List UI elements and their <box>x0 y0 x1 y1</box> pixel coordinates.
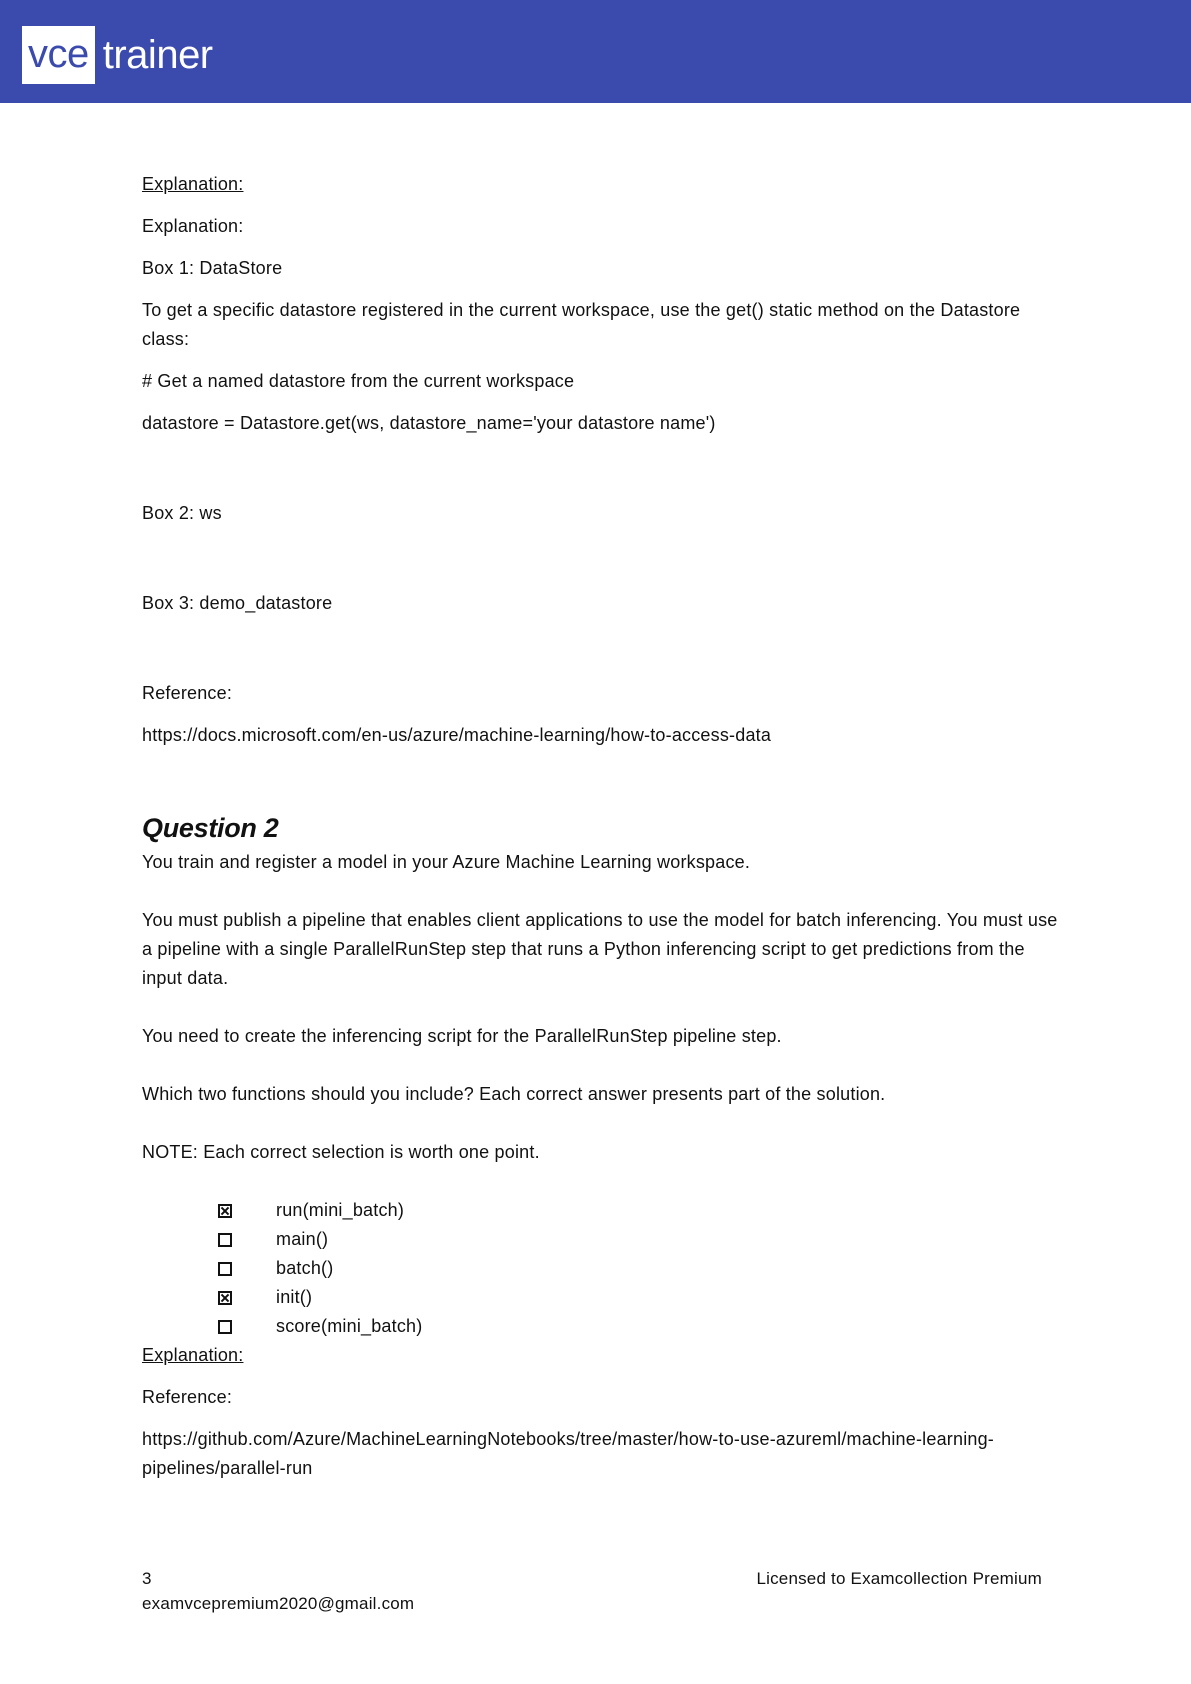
vce-trainer-logo <box>22 26 213 84</box>
answer-option-label: run(mini_batch) <box>276 1200 405 1220</box>
answer-option-label: batch() <box>276 1258 334 1278</box>
checkbox-unchecked-icon[interactable] <box>218 1262 232 1276</box>
code-comment: # Get a named datastore from the current workspace <box>142 371 575 391</box>
checkbox-checked-icon[interactable] <box>218 1204 232 1218</box>
question-note: NOTE: Each correct selection is worth one point. <box>142 1142 540 1162</box>
explanation-heading: Explanation: <box>142 174 244 194</box>
document-body <box>142 170 1062 1483</box>
answer-option[interactable] <box>142 1283 1062 1312</box>
answer-options <box>142 1196 1062 1341</box>
question-paragraph-4: Which two functions should you include? Each correct answer presents part of the solution. <box>142 1084 886 1104</box>
box3-answer: Box 3: demo_datastore <box>142 593 333 613</box>
answer-option-label: init() <box>276 1287 313 1307</box>
page-number: 3 <box>142 1569 152 1588</box>
page-footer <box>142 1566 1042 1616</box>
explanation-label: Explanation: <box>142 216 244 236</box>
answer-option[interactable] <box>142 1225 1062 1254</box>
reference-label: Reference: <box>142 1387 233 1407</box>
answer-option-label: main() <box>276 1229 329 1249</box>
question-title: Question 2 <box>142 813 279 843</box>
license-text: Licensed to Examcollection Premium <box>756 1569 1042 1588</box>
checkbox-unchecked-icon[interactable] <box>218 1320 232 1334</box>
footer-email: examvcepremium2020@gmail.com <box>142 1594 415 1613</box>
reference-label: Reference: <box>142 683 233 703</box>
reference-link[interactable]: https://docs.microsoft.com/en-us/azure/machine-learning/how-to-access-data <box>142 725 772 745</box>
answer-option[interactable] <box>142 1312 1062 1341</box>
datastore-description: To get a specific datastore registered in the current workspace, use the get() static method on the Datastore class: <box>142 300 1021 349</box>
question-paragraph-1: You train and register a model in your Azure Machine Learning workspace. <box>142 852 751 872</box>
answer-option-label: score(mini_batch) <box>276 1316 423 1336</box>
checkbox-checked-icon[interactable] <box>218 1291 232 1305</box>
question-paragraph-2: You must publish a pipeline that enables client applications to use the model for batch inferencing. You must use a pipeline with a single ParallelRunStep step that runs a Python inferencing script to get predictions from the input data. <box>142 910 1058 988</box>
reference-link[interactable]: https://github.com/Azure/MachineLearningNotebooks/tree/master/how-to-use-azureml/machine-learning-pipelines/parallel-run <box>142 1429 995 1478</box>
explanation-heading: Explanation: <box>142 1345 244 1365</box>
code-line: datastore = Datastore.get(ws, datastore_name='your datastore name') <box>142 413 716 433</box>
logo-boxed-text: vce <box>22 26 95 84</box>
header-bar <box>0 0 1191 103</box>
checkbox-unchecked-icon[interactable] <box>218 1233 232 1247</box>
question-paragraph-3: You need to create the inferencing script for the ParallelRunStep pipeline step. <box>142 1026 782 1046</box>
box1-answer: Box 1: DataStore <box>142 258 283 278</box>
box2-answer: Box 2: ws <box>142 503 222 523</box>
answer-option[interactable] <box>142 1196 1062 1225</box>
logo-text: trainer <box>102 33 213 77</box>
answer-option[interactable] <box>142 1254 1062 1283</box>
